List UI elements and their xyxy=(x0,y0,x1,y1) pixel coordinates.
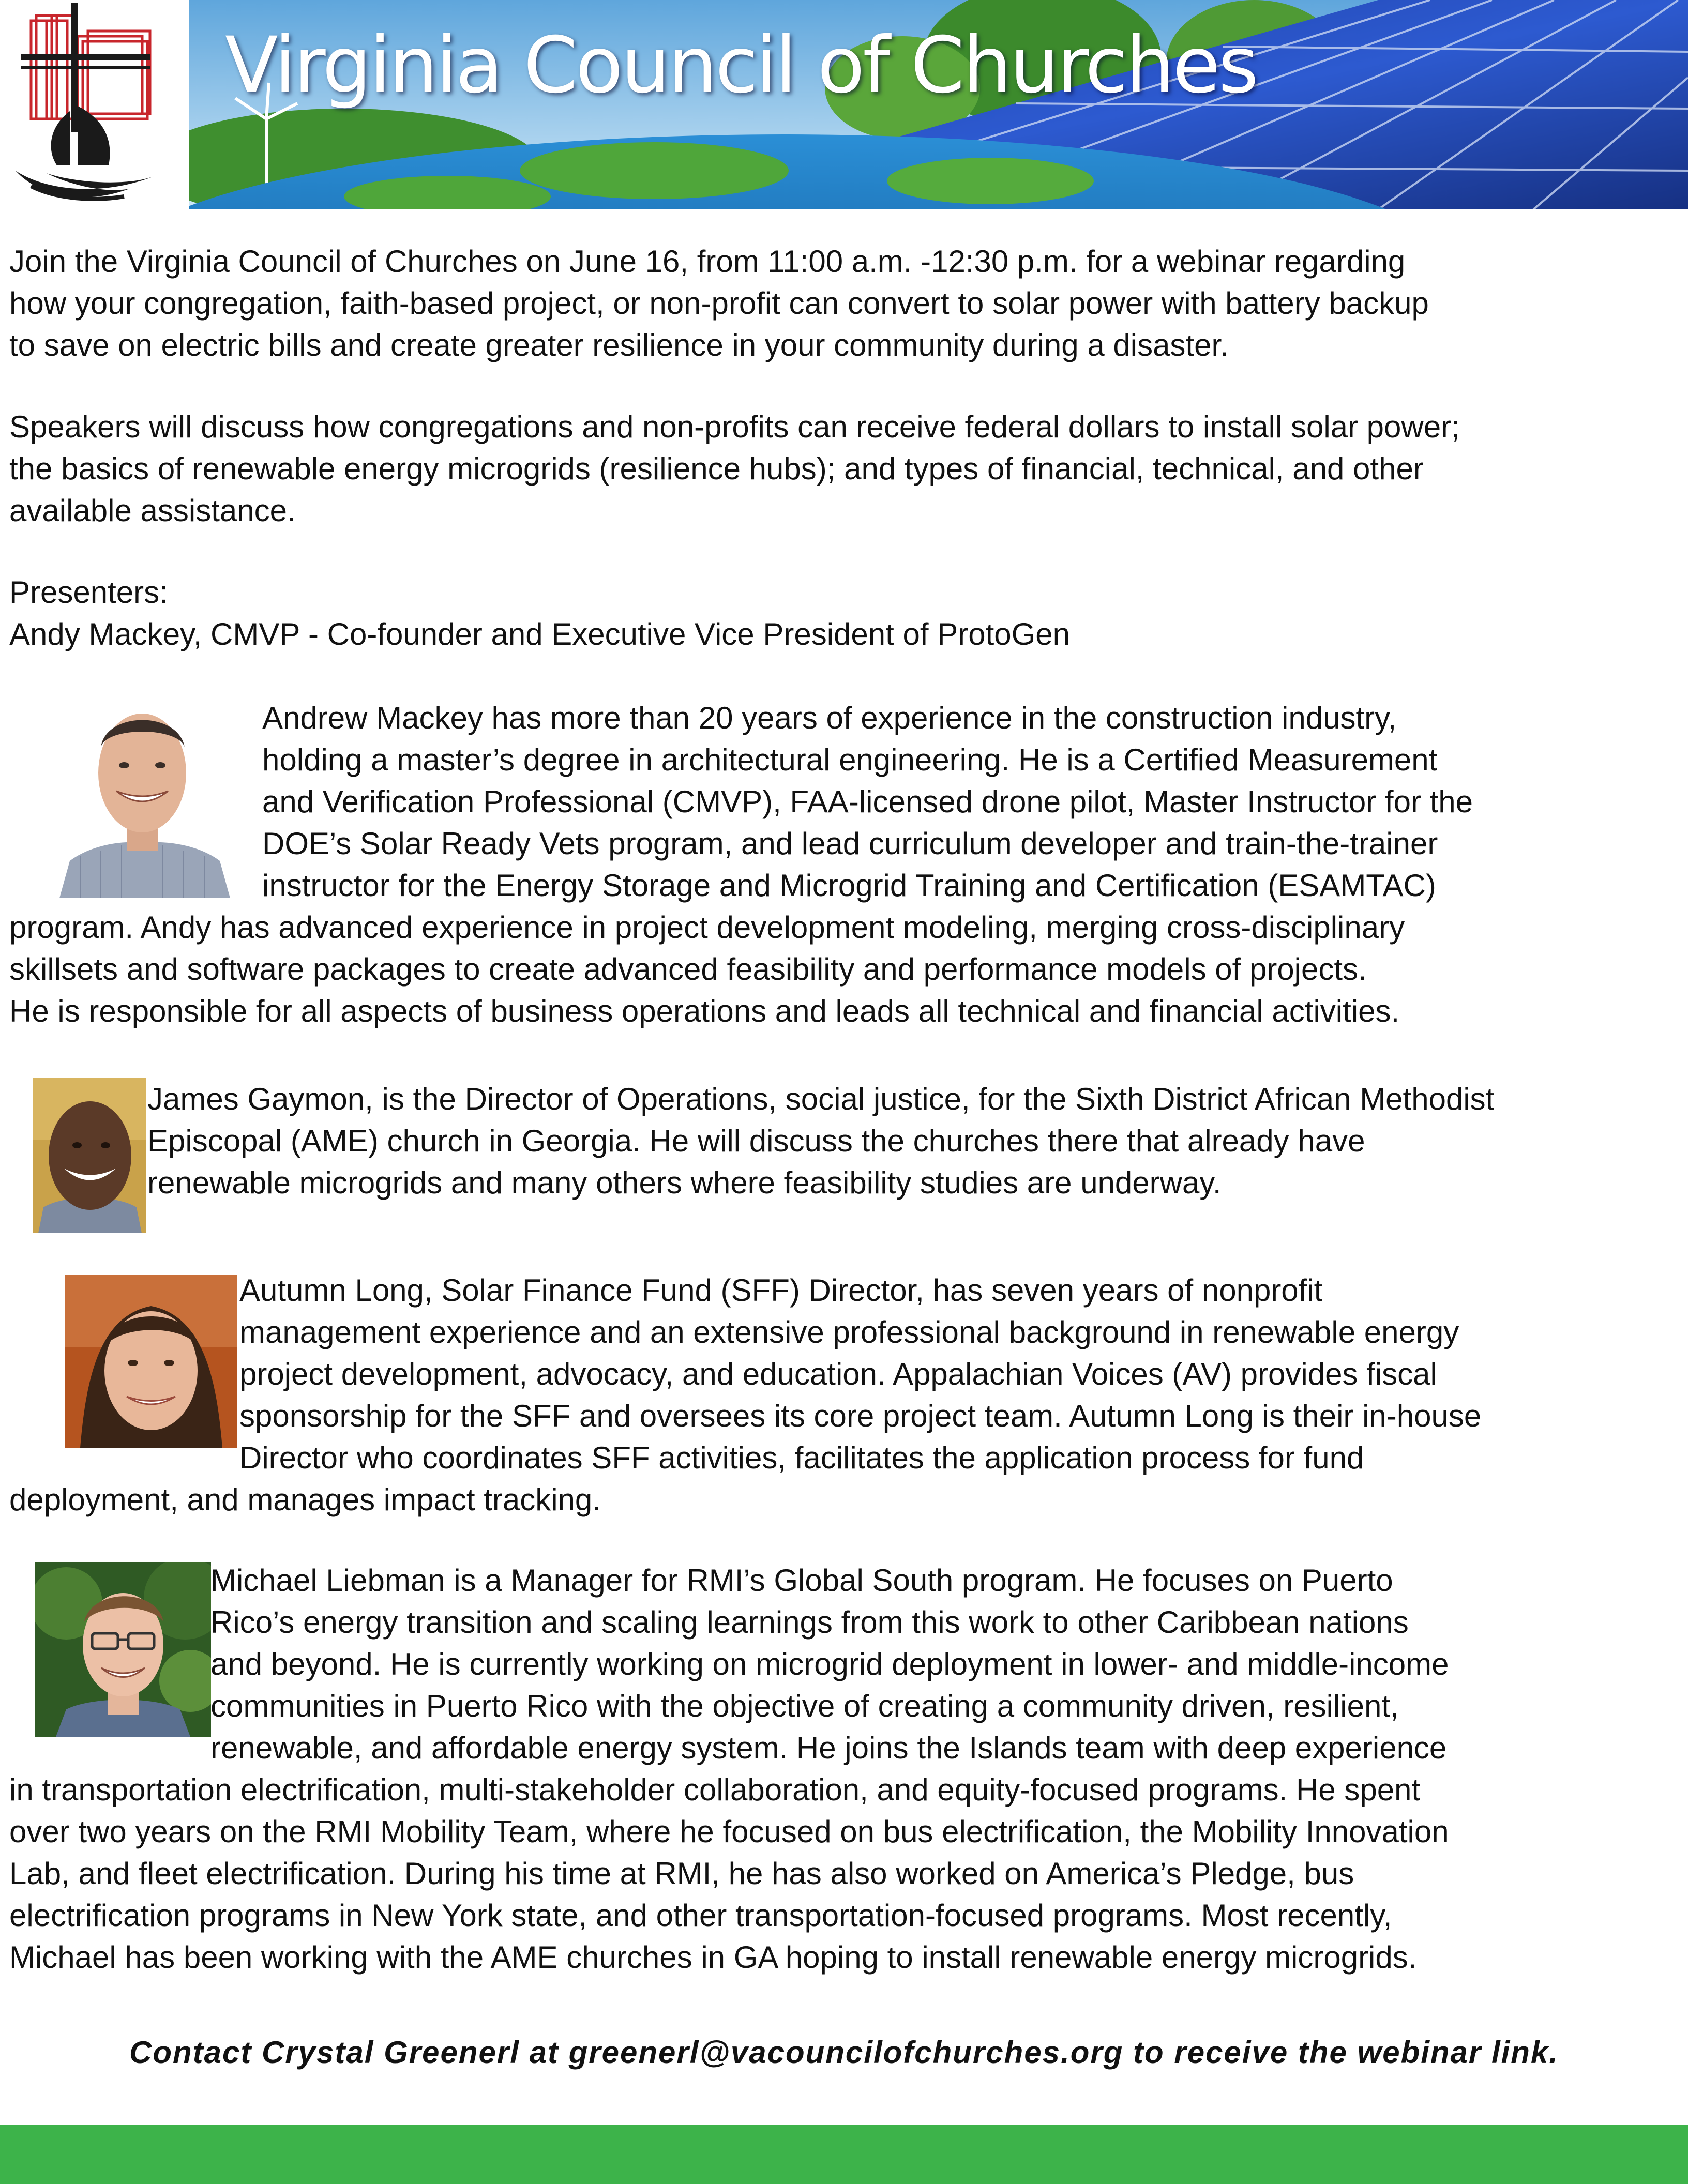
banner-title: Virginia Council of Churches xyxy=(225,21,1257,111)
andy-bio-continued: program. Andy has advanced experience in project development modeling, merging cross-disciplinary skillsets and software packages to create advanced feasibility and performance models of projects. He is responsible for all aspects of business operations and leads all technical and financial activities. xyxy=(9,910,1405,1028)
contact-line: Contact Crystal Greenerl at greenerl@vacouncilofchurches.org to receive the webinar link. xyxy=(129,2035,1559,2070)
autumn-long-photo xyxy=(65,1275,237,1448)
michael-bio-wrapped: Michael Liebman is a Manager for RMI’s Global South program. He focuses on Puerto Rico’s energy transition and scaling learnings from this work to other Caribbean nations and beyond. He is currently working on microgrid deployment in lower- and middle-income communities in Puerto Rico with the objective of creating a community driven, resilient, renewable, and affordable energy system. He joins the Islands team with deep experience xyxy=(210,1563,1449,1765)
andy-bio-wrapped: Andrew Mackey has more than 20 years of experience in the construction industry, holding a master’s degree in architectural engineering. He is a Certified Measurement and Verification Professional (CMVP), FAA-licensed drone pilot, Master Instructor for the DOE’s Solar Ready Vets program, and lead curriculum developer and train-the-trainer instructor for the Energy Storage and Microgrid Training and Certification (ESAMTAC) xyxy=(262,701,1473,903)
intro-paragraph: Join the Virginia Council of Churches on June 16, from 11:00 a.m. -12:30 p.m. for a webinar regarding how your congregation, faith-based project, or non-profit can convert to solar power with battery backup to save on electric bills and create greater resilience in your community during a disaster. xyxy=(9,244,1429,362)
andy-mackey-photo xyxy=(49,690,235,898)
james-gaymon-photo xyxy=(33,1078,146,1233)
autumn-bio-wrapped: Autumn Long, Solar Finance Fund (SFF) Director, has seven years of nonprofit management experience and an extensive professional background in renewable energy project development, advocacy, and education. Appalachian Voices (AV) provides fiscal sponsorship for the SFF and oversees its core project team. Autumn Long is their in-house Director who coordinates SFF activities, facilitates the application process for fund xyxy=(239,1273,1482,1475)
footer-bar xyxy=(0,2125,1688,2184)
presenters-heading: Presenters: xyxy=(9,575,168,610)
autumn-bio-continued: deployment, and manages impact tracking. xyxy=(9,1482,601,1517)
michael-bio-continued: in transportation electrification, multi-stakeholder collaboration, and equity-focused programs. He spent over two years on the RMI Mobility Team, where he focused on bus electrification, the Mobility Innovation Lab, and fleet electrification. During his time at RMI, he has also worked on America’s Pledge, bus electrification programs in New York state, and other transportation-focused programs. Most recently, Michael has been working with the AME churches in GA hoping to install renewable energy microgrids. xyxy=(9,1772,1449,1975)
michael-liebman-photo xyxy=(35,1562,211,1737)
andy-title-line: Andy Mackey, CMVP - Co-founder and Executive Vice President of ProtoGen xyxy=(9,617,1071,651)
speakers-paragraph: Speakers will discuss how congregations and non-profits can receive federal dollars to install solar power; the basics of renewable energy microgrids (resilience hubs); and types of financial, technical, and other available assistance. xyxy=(9,410,1460,528)
james-bio: James Gaymon, is the Director of Operations, social justice, for the Sixth District African Methodist Episcopal (AME) church in Georgia. He will discuss the churches there that already have renewable microgrids and many others where feasibility studies are underway. xyxy=(147,1082,1495,1200)
